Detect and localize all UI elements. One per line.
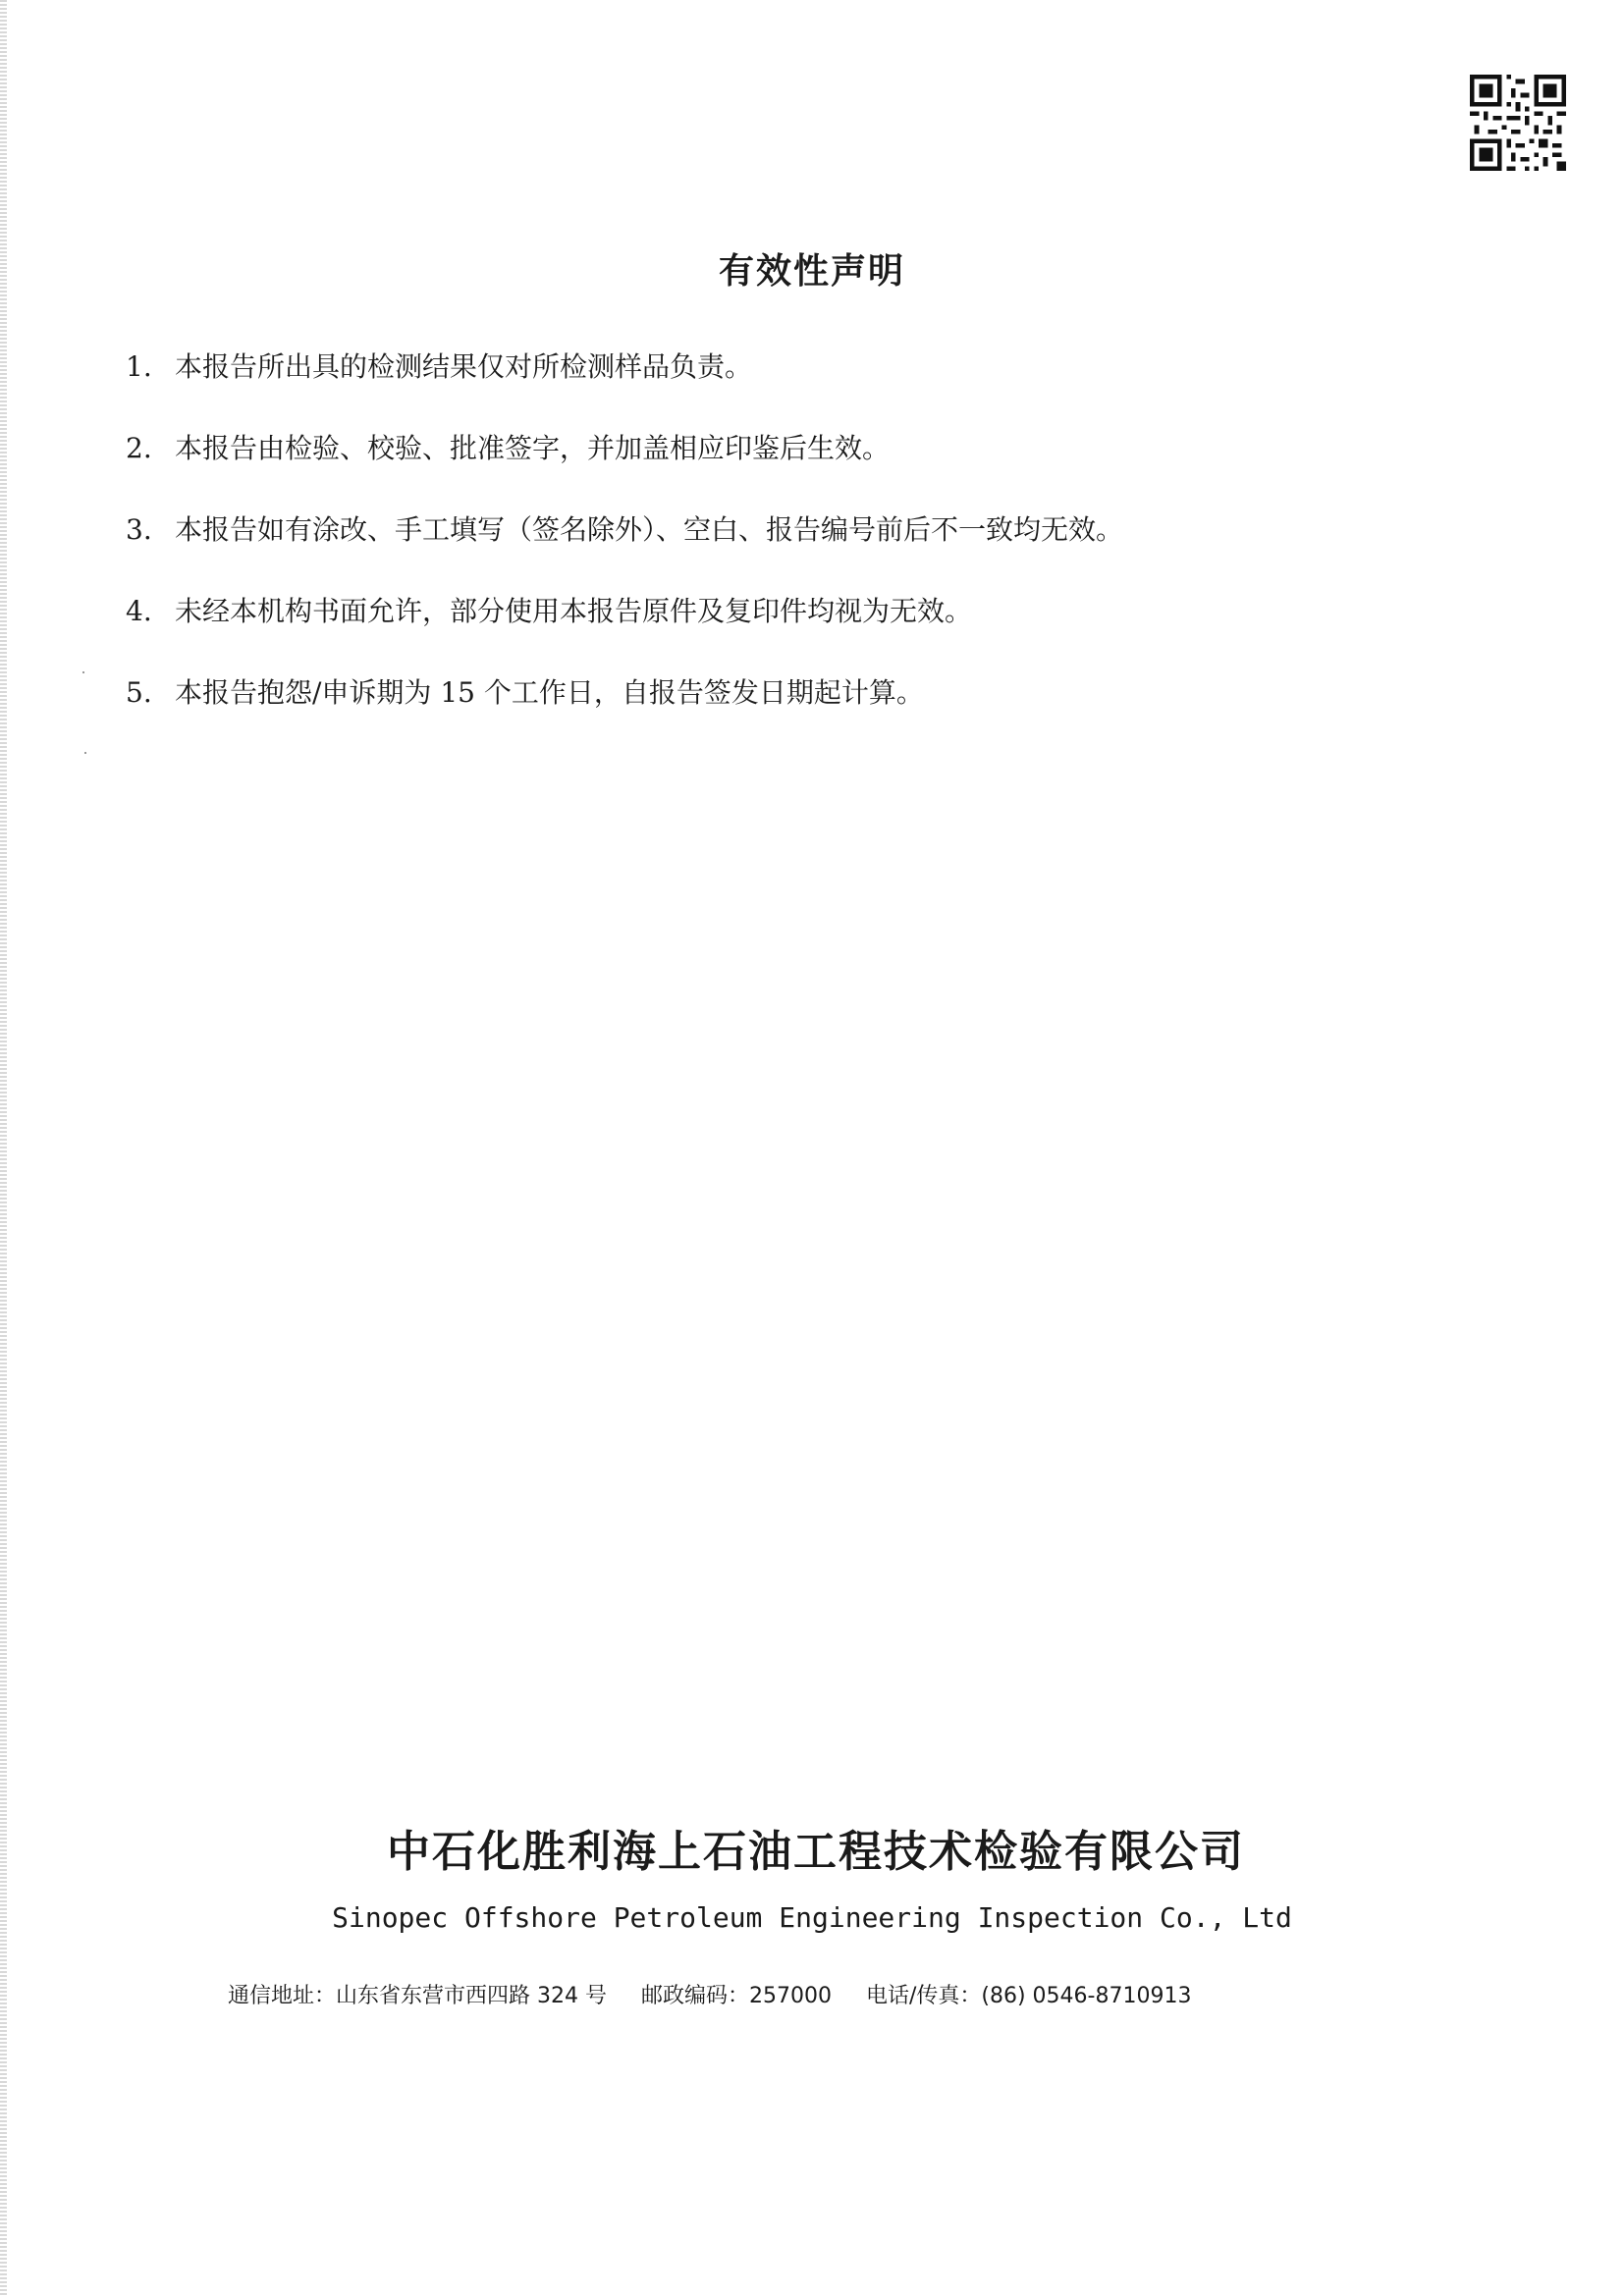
contact-info [228,1979,1218,2009]
clause-text: 未经本机构书面允许，部分使用本报告原件及复印件均视为无效。 [175,595,973,627]
scan-speck [82,671,84,673]
clause-number: 2. [126,432,152,464]
clause-number: 3. [126,513,152,546]
validity-clauses [126,346,1123,753]
clause-item [126,427,1123,508]
clause-item [126,671,1123,753]
clause-item [126,508,1123,590]
clause-number: 4. [126,595,152,627]
clause-text: 本报告抱怨/申诉期为 15 个工作日，自报告签发日期起计算。 [175,676,924,709]
contact-address: 通信地址：山东省东营市西四路 324 号 [228,1984,607,2008]
clause-item [126,590,1123,671]
document-title: 有效性声明 [718,251,905,292]
clause-item [126,346,1123,427]
clause-number: 1. [126,350,152,383]
contact-postcode: 邮政编码：257000 [640,1984,832,2008]
scan-edge [0,0,7,2296]
clause-number: 5. [126,676,152,709]
scan-speck [84,752,86,754]
company-name-english: Sinopec Offshore Petroleum Engineering Inspection Co., Ltd [332,1901,1292,1934]
contact-phone: 电话/传真：(86) 0546-8710913 [865,1984,1192,2008]
clause-text: 本报告所出具的检测结果仅对所检测样品负责。 [175,350,753,383]
company-name-chinese: 中石化胜利海上石油工程技术检验有限公司 [387,1827,1245,1877]
qr-code-icon [1467,75,1569,171]
clause-text: 本报告如有涂改、手工填写（签名除外）、空白、报告编号前后不一致均无效。 [175,513,1124,546]
clause-text: 本报告由检验、校验、批准签字，并加盖相应印鉴后生效。 [175,432,891,464]
